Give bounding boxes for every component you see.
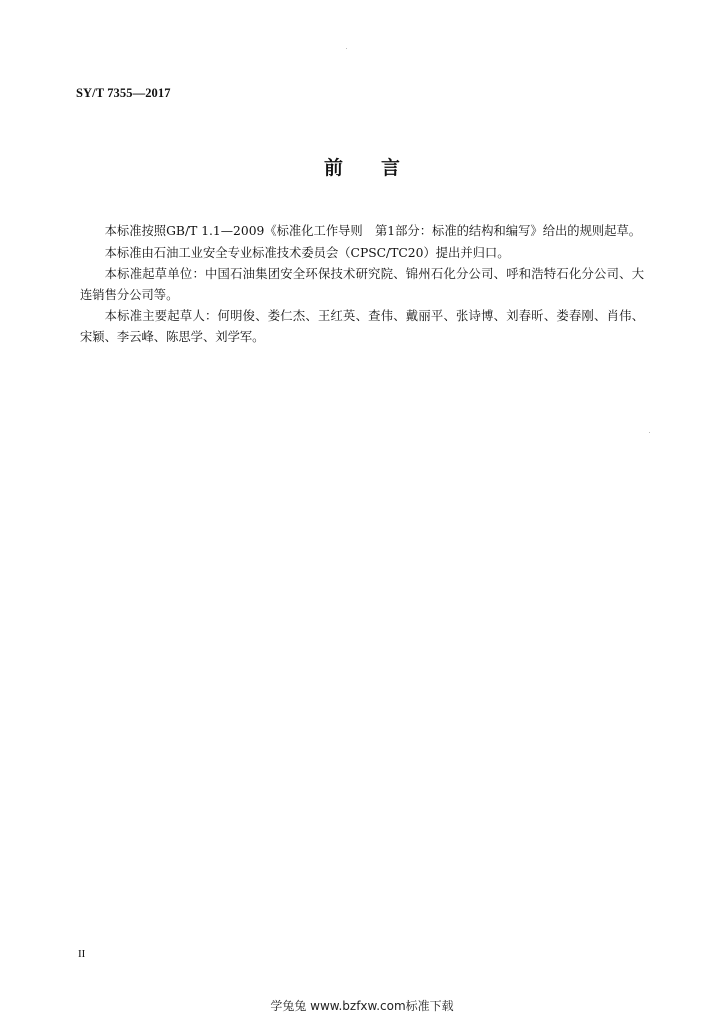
site-watermark: 学兔兔 www.bzfxw.com标准下载 xyxy=(270,999,454,1013)
document-code: SY/T 7355—2017 xyxy=(76,86,171,100)
page-number: II xyxy=(78,948,86,960)
foreword-body xyxy=(80,221,644,348)
scan-speck xyxy=(649,432,650,433)
section-title: 前言 xyxy=(323,157,438,179)
paragraph-drafting-units: 本标准起草单位：中国石油集团安全环保技术研究院、锦州石化分公司、呼和浩特石化分公司、大连销售分公司等。 xyxy=(80,267,644,302)
paragraph-drafting-rules: 本标准按照GB/T 1.1—2009《标准化工作导则 第1部分：标准的结构和编写》给出的规则起草。 xyxy=(104,224,642,238)
paragraph-drafters: 本标准主要起草人：何明俊、娄仁杰、王红英、查伟、戴丽平、张诗博、刘春昕、娄春刚、肖伟、宋颖、李云峰、陈思学、刘学军。 xyxy=(80,309,644,344)
paragraph-proposer: 本标准由石油工业安全专业标准技术委员会（CPSC/TC20）提出并归口。 xyxy=(104,245,510,260)
scan-speck xyxy=(346,48,347,49)
